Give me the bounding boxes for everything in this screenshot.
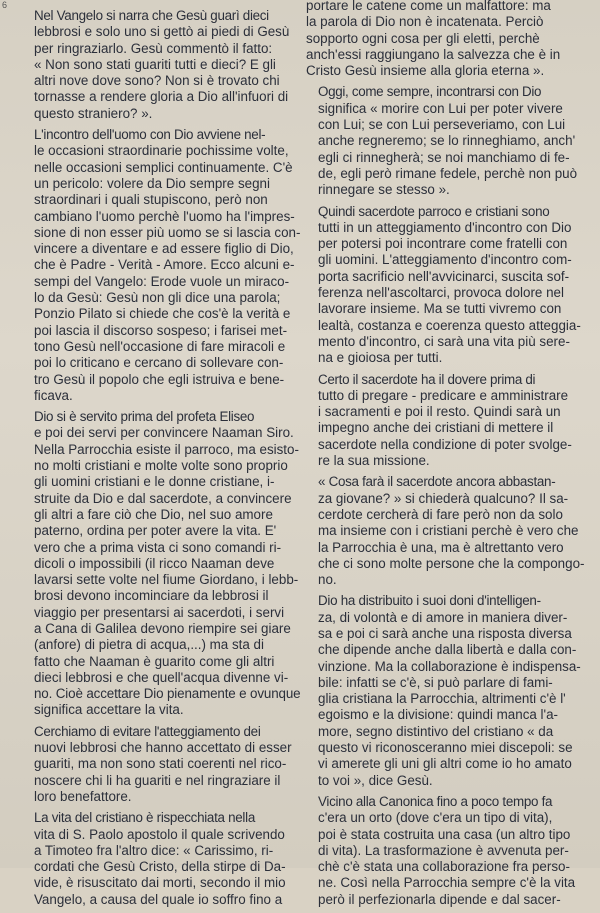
text-line: vi amerete gli uni gli altri come io ho amato (318, 756, 572, 772)
text-line: vide, è risuscitato dai morti, secondo il mio (34, 875, 286, 891)
text-line: noscere chi li ha guariti e nel ringraziare il (34, 772, 281, 788)
text-line: vinzione. Ma la collaborazione è indispensa- (318, 658, 581, 674)
text-line: re la sua missione. (318, 453, 430, 469)
text-line: poi lo criticano e cercano di sollevare con- (34, 355, 284, 371)
text-line: cambiano l'uomo perchè l'uomo ha l'impres- (34, 208, 295, 224)
text-line: straordinari i quali stupiscono, però non (34, 192, 268, 208)
text-line: portare le catene come un malfattore: ma (306, 0, 551, 13)
text-line: sione di non esser più uomo se si lascia con- (34, 224, 301, 240)
text-line: sa e poi ci sarà anche una risposta diversa (318, 625, 572, 641)
text-line: lavorare insieme. Ma se tutti vivremo con (318, 301, 562, 317)
text-line: paterno, ordina per poter avere la vita. E' (34, 523, 277, 539)
text-line: bile: infatti se c'è, si può parlare di fami- (318, 674, 553, 690)
text-line: che dipende anche dalla libertà e dalla con- (318, 642, 577, 658)
text-line: e poi dei servi per convincere Naaman Siro. (34, 425, 294, 441)
text-line: dieci lebbrosi e che quell'acqua divenne vi- (34, 669, 289, 685)
paragraph (306, 204, 592, 367)
text-line: poi lascia il discorso sospeso; i farisei met- (34, 322, 288, 338)
text-line: Cerchiamo di evitare l'atteggiamento dei (34, 723, 261, 739)
text-line: poi è stata costruita una casa (un altro tipo (318, 826, 571, 842)
text-line: L'incontro dell'uomo con Dio avviene nel- (34, 127, 266, 143)
paragraph (306, 372, 592, 470)
text-line: Certo il sacerdote ha il dovere prima di (318, 371, 536, 387)
text-line: per potersi poi incontrare come fratelli con (318, 236, 568, 252)
text-line: « Non sono stati guariti tutti e dieci? E gli (34, 56, 276, 72)
text-line: tutto di pregare - predicare e amministrare (318, 387, 569, 403)
text-line: fatto che Naaman è guarito come gli altri (34, 653, 275, 669)
text-line: ficava. (34, 387, 73, 403)
text-line: no. Cioè accettare Dio pienamente e ovunque (34, 686, 301, 702)
text-line: questo straniero? ». (34, 105, 153, 121)
paragraph (306, 84, 592, 198)
text-line: significa « morire con Lui per poter vivere (318, 100, 563, 116)
text-line: cordati che Gesù Cristo, della stirpe di Da- (34, 859, 286, 875)
left-column (22, 8, 300, 913)
text-line: sacerdote nella condizione di poter svolge- (318, 436, 572, 452)
text-line: c'era un orto (dove c'era un tipo di vita), (318, 810, 553, 826)
text-line: lavarsi sette volte nel fiume Giordano, i lebb- (34, 572, 299, 588)
text-line: che ci sono molte persone che la compongo- (318, 555, 585, 571)
text-line: vita di S. Paolo apostolo il quale scrivendo (34, 826, 285, 842)
text-line: sopporto ogni cosa per gli eletti, perchè (306, 30, 540, 46)
text-line: mento d'incontro, ci sarà una vita più sere- (318, 333, 570, 349)
text-line: a Cana di Galilea devono riempire sei giare (34, 620, 291, 636)
text-line: brosi devono incominciare da lebbrosi il (34, 588, 269, 604)
text-line: Ponzio Pilato si chiede che cos'è la verità e (34, 306, 291, 322)
text-line: Nel Vangelo si narra che Gesù guarì dieci (34, 8, 269, 23)
text-line: vero che a prima vista ci sono comandi ri- (34, 539, 282, 555)
text-line: loro benefattore. (34, 788, 132, 804)
text-line: la parola di Dio non è incatenata. Perciò (306, 14, 544, 30)
text-line: sempi del Vangelo: Erode vuole un miraco- (34, 273, 290, 289)
text-line: (anfore) di pietra di acqua,...) ma sta di (34, 637, 264, 653)
text-line: Vicino alla Canonica fino a poco tempo fa (318, 793, 553, 809)
paragraph (306, 0, 592, 79)
text-line: de, egli però rimane fedele, perchè non può (318, 165, 578, 181)
text-line: tornasse a rendere gloria a Dio all'infuori di (34, 89, 289, 105)
text-line: na e gioiosa per tutti. (318, 350, 443, 366)
text-line: un pericolo: volere da Dio sempre segni (34, 175, 270, 191)
text-line: struite da Dio e dal sacerdote, a convincere (34, 490, 292, 506)
text-line: anch'essi raggiungano la salvezza che è in (306, 46, 561, 62)
text-line: gli uomini cristiani e le donne cristiane, i- (34, 474, 275, 490)
text-line: Vangelo, a causa del quale io soffro fino a (34, 891, 283, 907)
paragraph (306, 474, 592, 588)
text-line: za giovane? » si chiederà qualcuno? Il sa- (318, 490, 569, 506)
text-line: impegno anche dei cristiani di mettere il (318, 420, 554, 436)
paragraph (22, 409, 300, 719)
paragraph (22, 8, 300, 122)
text-line: egoismo e la divisione: quindi manca l'a- (318, 707, 558, 723)
paragraph (306, 593, 592, 789)
text-line: vincere a diventare e ad essere figlio di Dio, (34, 241, 294, 257)
text-line: gli altri a fare ciò che Dio, nel suo amore (34, 506, 273, 522)
text-line: porta sacrificio nell'avvicinarci, suscita sof- (318, 268, 570, 284)
text-line: « Cosa farà il sacerdote ancora abbastan- (318, 474, 556, 490)
text-line: nuovi lebbrosi che hanno accettato di esser (34, 740, 292, 756)
text-line: Cristo Gesù insieme alla gloria eterna ». (306, 63, 545, 79)
text-line: i sacramenti e poi il resto. Quindi sarà un (318, 404, 561, 420)
paragraph (22, 724, 300, 805)
text-line: glia cristiana la Parrocchia, altrimenti c'è l' (318, 691, 566, 707)
text-line: significa accettare la vita. (34, 702, 184, 718)
text-line: no. (318, 572, 337, 588)
text-line: La vita del cristiano è rispecchiata nella (34, 810, 255, 826)
text-line: Oggi, come sempre, incontrarsi con Dio (318, 84, 542, 100)
text-line: viaggio per presentarsi ai sacerdoti, i servi (34, 604, 285, 620)
text-line: no molti cristiani e molte volte sono proprio (34, 458, 288, 474)
text-line: lealtà, costanza e coerenza questo atteggia- (318, 317, 581, 333)
text-line: a Timoteo fra l'altro dice: « Carissimo, ri- (34, 842, 274, 858)
text-line: per ringraziarlo. Gesù commentò il fatto: (34, 40, 273, 56)
text-line: to voi », dice Gesù. (318, 772, 433, 788)
text-line: tro Gesù il popolo che egli istruiva e bene- (34, 371, 285, 387)
text-line: la Parrocchia è una, ma è altrettanto vero (318, 539, 564, 555)
text-line: cerdote cercherà di fare però non da solo (318, 506, 563, 522)
text-line: dicoli o impossibili (il ricco Naaman deve (34, 555, 275, 571)
text-line: le occasioni straordinarie pochissime volte, (34, 143, 289, 159)
text-line: tutti in un atteggiamento d'incontro con Dio (318, 219, 572, 235)
text-line: con Lui; se con Lui perseveriamo, con Lui (318, 117, 566, 133)
text-line: ferenza nell'ascoltarci, provoca dolore nel (318, 285, 564, 301)
paragraph (306, 794, 592, 908)
text-line: ne. Così nella Parrocchia sempre c'è la vita (318, 875, 576, 891)
paragraph (22, 127, 300, 404)
text-line: ma insieme con i cristiani perchè è vero che (318, 523, 579, 539)
text-line: questo vi riconosceranno miei discepoli: se (318, 740, 573, 756)
text-line: anche regneremo; se lo rinneghiamo, anch' (318, 133, 576, 149)
text-line: lo da Gesù: Gesù non gli dice una parola; (34, 290, 281, 306)
paragraph (22, 810, 300, 908)
text-line: za, di volontà e di amore in maniera diver- (318, 609, 568, 625)
text-line: Quindi sacerdote parroco e cristiani sono (318, 203, 550, 219)
text-line: more, segno distintivo del cristiano « da (318, 723, 554, 739)
text-line: altri nove dove sono? Non si è trovato chi (34, 73, 280, 89)
text-line: che è Padre - Verità - Amore. Ecco alcuni e- (34, 257, 295, 273)
text-line: lebbrosi e solo uno si gettò ai piedi di Gesù (34, 24, 290, 40)
text-line: guariti, ma non sono stati coerenti nel rico- (34, 756, 287, 772)
text-line: però il perfezionarla dipende e dal sacer- (318, 891, 561, 907)
right-column (306, 0, 592, 913)
text-line: gli uomini. L'atteggiamento d'incontro com- (318, 252, 572, 268)
text-line: egli ci rinnegherà; se noi manchiamo di fe- (318, 149, 570, 165)
text-line: nelle occasioni semplici continuamente. C'è (34, 159, 293, 175)
text-line: chè c'è stata una collaborazione fra perso- (318, 859, 570, 875)
page-number: 6 (2, 0, 8, 10)
text-line: rinnegare se stesso ». (318, 182, 450, 198)
text-line: Dio ha distribuito i suoi doni d'intelligen- (318, 593, 541, 609)
text-line: Dio si è servito prima del profeta Eliseo (34, 409, 255, 425)
text-line: Nella Parrocchia esiste il parroco, ma esisto- (34, 441, 299, 457)
text-line: di vita). La trasformazione è avvenuta per- (318, 842, 569, 858)
text-line: tono Gesù nell'occasione di fare miracoli e (34, 338, 286, 354)
